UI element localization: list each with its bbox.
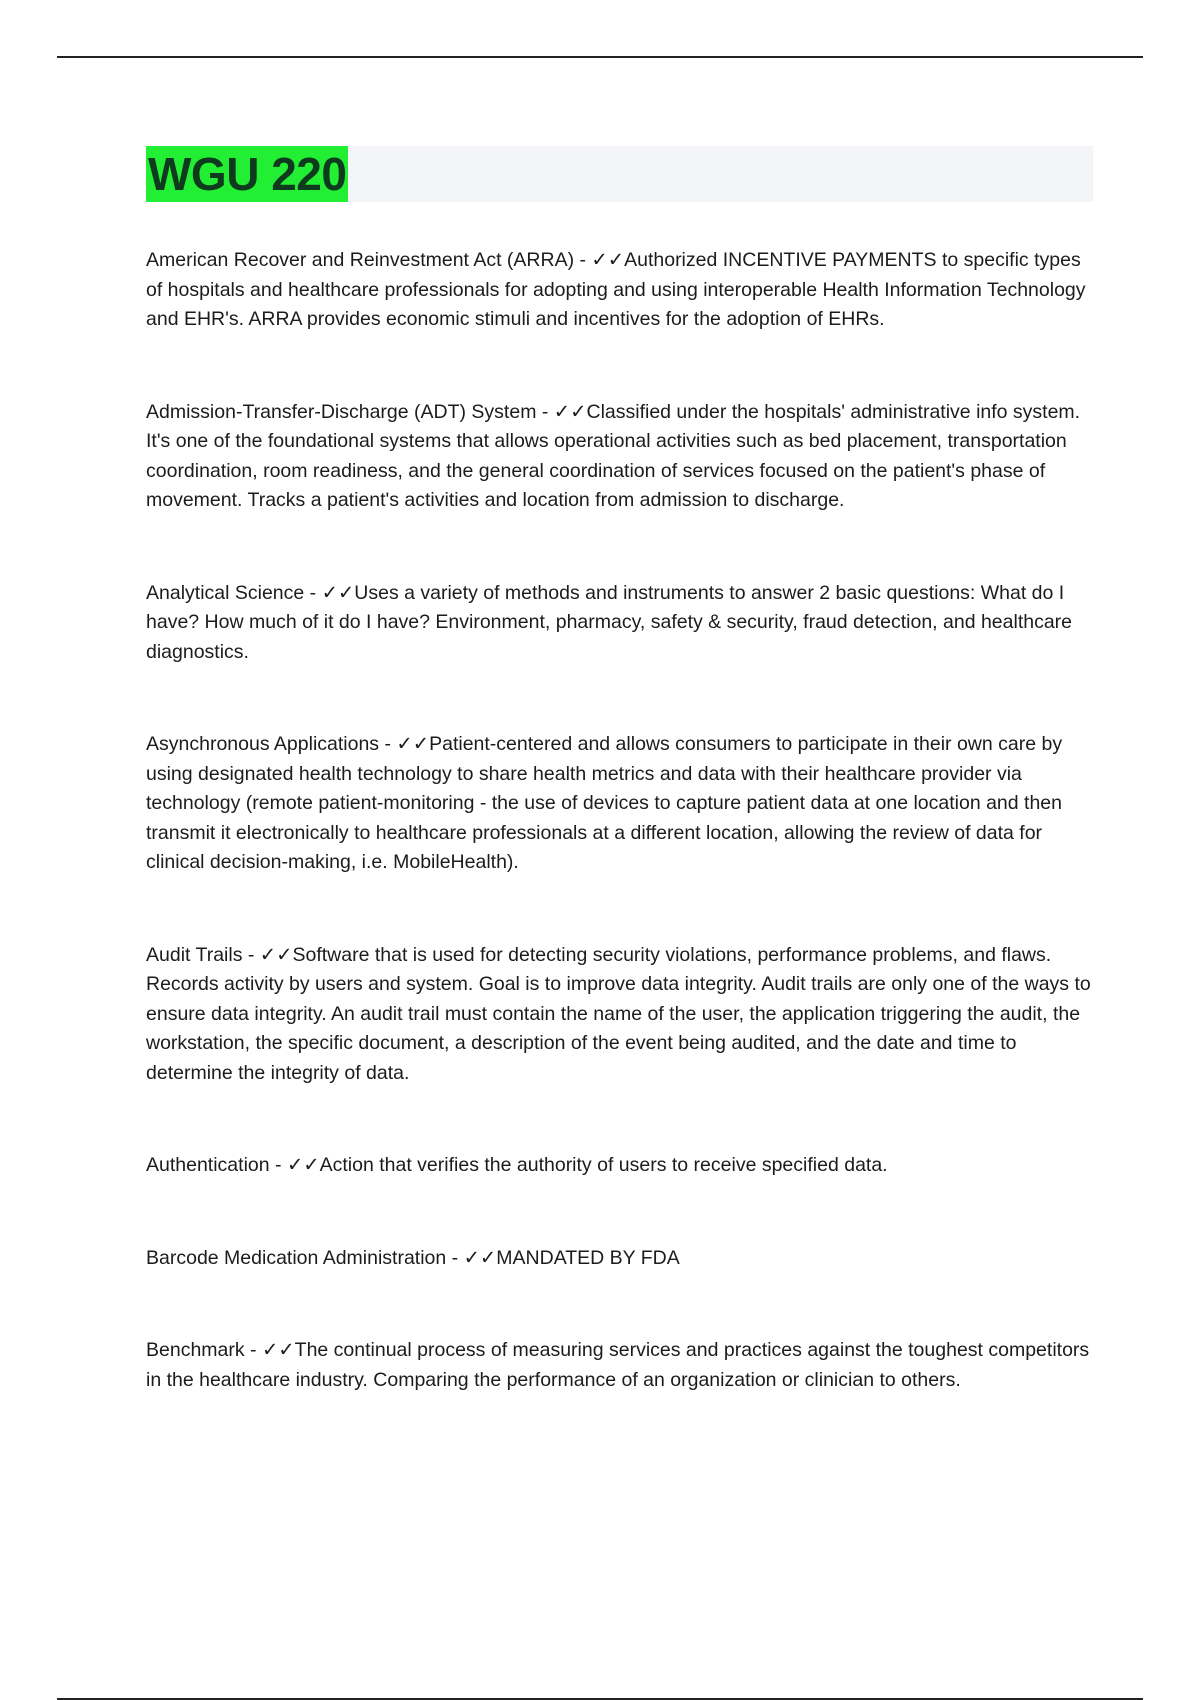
entry-separator: - — [379, 733, 397, 755]
entry-term: Authentication — [146, 1154, 270, 1176]
entry-definition: MANDATED BY FDA — [496, 1246, 680, 1269]
check-icon: ✓✓ — [463, 1246, 497, 1269]
entry-separator: - — [269, 1154, 287, 1176]
check-icon: ✓✓ — [321, 581, 355, 604]
entry-term: Benchmark — [146, 1339, 245, 1361]
entry-term: American Recover and Reinvestment Act (ARRA) — [146, 249, 575, 271]
document-title: WGU 220 — [148, 148, 347, 200]
check-icon: ✓✓ — [261, 1339, 295, 1361]
entry-definition: Classified under the hospitals' administrative info system. It's one of the foundational systems that allows operational activities such as bed placement, transportation coordination, room readiness, and the general coordination of services focused on the patient's phase of movement. Tracks a patient's activities and location from admission to discharge. — [146, 400, 1081, 511]
entry-barcode-medication — [146, 1244, 1096, 1274]
entry-separator: - — [574, 249, 592, 271]
entry-definition: Action that verifies the authority of users to receive specified data. — [319, 1154, 888, 1176]
entry-term: Asynchronous Applications — [146, 733, 380, 755]
entry-term: Barcode Medication Administration — [146, 1246, 447, 1269]
check-icon: ✓✓ — [259, 943, 293, 966]
entry-separator: - — [242, 943, 260, 966]
entry-separator: - — [536, 400, 554, 423]
entry-separator: - — [304, 581, 322, 604]
check-icon: ✓✓ — [553, 400, 587, 423]
entry-benchmark — [146, 1336, 1096, 1395]
entry-adt — [146, 398, 1096, 516]
entry-separator: - — [244, 1339, 262, 1361]
check-icon: ✓✓ — [286, 1154, 320, 1176]
entry-term: Admission-Transfer-Discharge (ADT) System — [146, 400, 537, 423]
entry-term: Audit Trails — [146, 943, 243, 966]
entry-definition: Authorized INCENTIVE PAYMENTS to specific types of hospitals and healthcare professionals for adopting and using interoperable Health Information Technology and EHR's. ARRA provides economic stimuli and incentives for the adoption of EHRs. — [146, 249, 1086, 330]
top-rule — [57, 56, 1143, 58]
entry-definition: Uses a variety of methods and instruments to answer 2 basic questions: What do I have? How much of it do I have? Environment, pharmacy, safety & security, fraud detection, and healthcare diagnostics. — [146, 581, 1073, 663]
entry-audit-trails — [146, 941, 1096, 1089]
check-icon: ✓✓ — [591, 249, 625, 271]
entry-definition: Patient-centered and allows consumers to participate in their own care by using designated health technology to share health metrics and data with their healthcare provider via technology (remote patient-monitoring - the use of devices to capture patient data at one location and then transmit it electronically to healthcare professionals at a different location, allowing the review of data for clinical decision-making, i.e. MobileHealth). — [146, 733, 1063, 873]
entry-analytical-science — [146, 579, 1096, 668]
entry-arra — [146, 246, 1096, 335]
entry-definition: Software that is used for detecting security violations, performance problems, and flaws. Records activity by users and system. Goal is to improve data integrity. Audit trails are only one of the ways to ensure data integrity. An audit trail must contain the name of the user, the application triggering the audit, the workstation, the specific document, a description of the event being audited, and the date and time to determine the integrity of data. — [146, 943, 1091, 1084]
entry-asynchronous-applications — [146, 730, 1096, 878]
entry-definition: The continual process of measuring services and practices against the toughest competitors in the healthcare industry. Comparing the performance of an organization or clinician to others. — [146, 1339, 1090, 1391]
entry-authentication — [146, 1151, 1096, 1181]
entry-term: Analytical Science — [146, 581, 305, 604]
entry-separator: - — [446, 1246, 464, 1269]
check-icon: ✓✓ — [396, 733, 430, 755]
entry-list — [146, 246, 1096, 1458]
